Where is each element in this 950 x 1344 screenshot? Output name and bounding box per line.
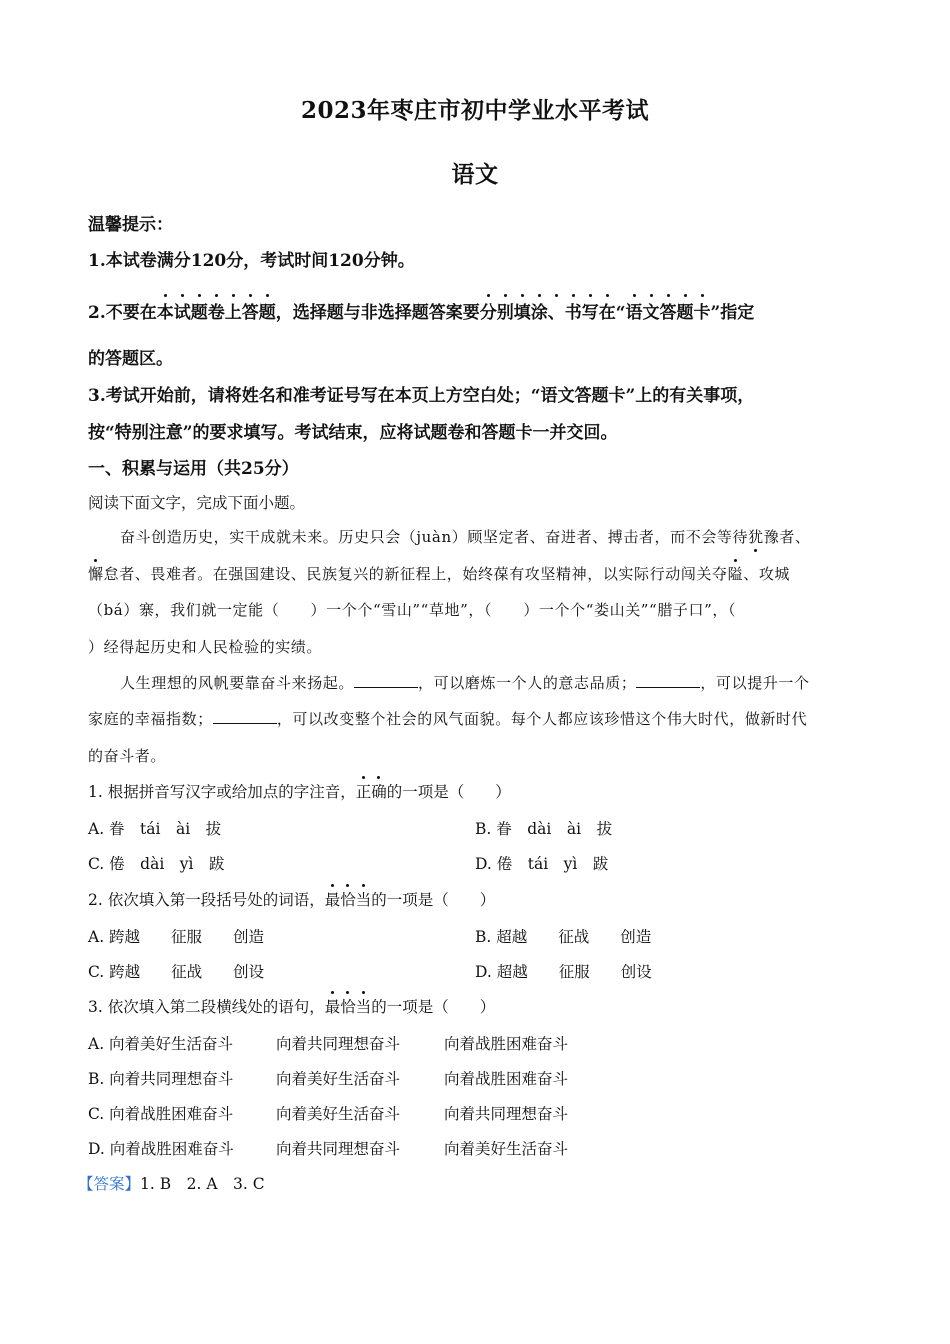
dotted-char: 最 (325, 888, 341, 910)
question-text: 2. 依次填入第一段括号处的词语， (88, 891, 325, 909)
passage-text: 家庭的幸福指数； (88, 710, 213, 728)
subject-title: 语文 (451, 161, 499, 188)
dotted-char: 在 (599, 298, 616, 323)
option-phrase: 向着美好生活奋斗 (276, 1105, 401, 1123)
dotted-char: 恰 (340, 995, 356, 1017)
q3-option-b (88, 1067, 568, 1089)
dotted-char: 卡 (694, 298, 711, 323)
dotted-char: 题 (677, 298, 694, 323)
notice-item-3-line-2: 按“特别注意”的要求填写。考试结束，应将试题卷和答题卡一并交回。 (88, 423, 618, 443)
dotted-char: 隘 (727, 565, 744, 583)
notice-item-1: 1.本试卷满分120分，考试时间120分钟。 (88, 251, 415, 271)
passage-text: ，可以磨炼一个人的意志品质； (418, 674, 637, 692)
notice-item-2 (88, 298, 754, 323)
passage-p2-line-1 (120, 672, 810, 693)
q1-option-d: D. 倦 tái yì 跋 (475, 855, 609, 873)
passage-p2-line-3: 的奋斗者。 (88, 747, 167, 765)
dotted-char: 写 (582, 298, 599, 323)
dotted-char: 题 (259, 298, 276, 323)
q2-option-c: C. 跨越 征战 创设 (88, 963, 265, 981)
option-phrase: 向着美好生活奋斗 (444, 1140, 569, 1158)
dotted-char: 别 (497, 298, 514, 323)
dotted-char: 正 (356, 780, 372, 802)
notice-item-2-pre: 2.不要在 (88, 303, 157, 323)
question-text: 1. 根据拼音写汉字或给加点的字注音， (88, 783, 356, 801)
notice-item-2-post: ”指定 (710, 303, 755, 323)
option-phrase: 向着共同理想奋斗 (444, 1105, 569, 1123)
notice-item-2-emphasis-2 (480, 303, 616, 323)
passage-text: ，可以提升一个 (700, 674, 810, 692)
passage-text: 奋斗创造历史，实干成就未来。历史只会（juàn）顾坚定者、奋进者、搏击者，而不会等待 (120, 528, 749, 546)
option-phrase: C. 向着战胜困难奋斗 (88, 1105, 234, 1123)
dotted-char: 、 (548, 298, 565, 323)
question-1-stem (88, 780, 511, 802)
option-phrase: 向着战胜困难奋斗 (444, 1070, 569, 1088)
q3-option-d (88, 1137, 568, 1159)
question-emphasis (356, 783, 387, 801)
question-3-stem (88, 995, 495, 1017)
dotted-char: 本 (157, 298, 174, 323)
question-emphasis (325, 891, 372, 909)
dotted-char: 书 (565, 298, 582, 323)
notice-item-2-line-2: 的答题区。 (88, 349, 173, 369)
question-2-stem (88, 888, 495, 910)
option-phrase: 向着共同理想奋斗 (276, 1035, 401, 1053)
dotted-char: 答 (660, 298, 677, 323)
q2-option-b: B. 超越 征战 创造 (475, 928, 652, 946)
notice-item-2-emphasis-1 (157, 303, 276, 323)
passage-p1-line-3: （bá）寨，我们就一定能（ ）一个个“雪山”“草地”，（ ）一个个“娄山关”“腊子口”，（ (88, 601, 737, 619)
dotted-char: 当 (356, 995, 372, 1017)
page-title: 2023年枣庄市初中学业水平考试 (300, 97, 649, 124)
notice-item-2-mid: ，选择题与非选择题答案要 (275, 303, 480, 323)
option-phrase: 向着美好生活奋斗 (276, 1070, 401, 1088)
q1-option-a: A. 眷 tái ài 拔 (88, 820, 222, 838)
notice-item-2-quote-open: “ (615, 303, 626, 323)
dotted-char: 确 (371, 780, 387, 802)
dotted-char: 最 (325, 995, 341, 1017)
dotted-char: 犹 (748, 528, 764, 546)
fill-blank-1 (354, 673, 418, 688)
q2-option-d: D. 超越 征服 创设 (475, 963, 652, 981)
dotted-char: 上 (225, 298, 242, 323)
question-emphasis (325, 998, 372, 1016)
option-phrase: 向着共同理想奋斗 (276, 1140, 401, 1158)
dotted-char: 当 (356, 888, 372, 910)
dotted-char: 文 (643, 298, 660, 323)
passage-text: 人生理想的风帆要靠奋斗来扬起。 (120, 674, 355, 692)
passage-text: 豫者、 (763, 528, 811, 546)
q1-option-c: C. 倦 dài yì 跋 (88, 855, 225, 873)
q1-option-b: B. 眷 dài ài 拔 (475, 820, 613, 838)
q3-option-c (88, 1102, 568, 1124)
notice-item-2-emphasis-3 (626, 303, 711, 323)
dotted-char: 题 (191, 298, 208, 323)
dotted-char: 填 (514, 298, 531, 323)
passage-text: 怠者、畏难者。在强国建设、民族复兴的新征程上，始终葆有攻坚精神，以实际行动闯关夺 (103, 565, 728, 583)
notice-heading: 温馨提示： (88, 215, 173, 235)
reading-instruction: 阅读下面文字，完成下面小题。 (88, 494, 306, 512)
passage-text: 、攻城 (743, 565, 791, 583)
passage-p2-line-2 (88, 708, 807, 729)
option-phrase: A. 向着美好生活奋斗 (88, 1035, 234, 1053)
dotted-char: 懈 (88, 565, 104, 583)
fill-blank-2 (636, 673, 700, 688)
answer-text: 1. B 2. A 3. C (140, 1175, 265, 1193)
dotted-char: 试 (174, 298, 191, 323)
dotted-char: 卷 (208, 298, 225, 323)
question-text: 的一项是（ ） (371, 998, 496, 1016)
dotted-char: 涂 (531, 298, 548, 323)
question-text: 的一项是（ ） (371, 891, 496, 909)
passage-p1-line-1 (120, 526, 811, 547)
option-phrase: D. 向着战胜困难奋斗 (88, 1140, 234, 1158)
question-text: 3. 依次填入第二段横线处的语句， (88, 998, 325, 1016)
option-phrase: 向着战胜困难奋斗 (444, 1035, 569, 1053)
answer-tag: 【答案】 (78, 1175, 141, 1193)
passage-p1-line-2 (88, 563, 790, 584)
answer-line (78, 1172, 265, 1194)
fill-blank-3 (213, 709, 277, 724)
option-phrase: B. 向着共同理想奋斗 (88, 1070, 234, 1088)
dotted-char: 语 (626, 298, 643, 323)
q3-option-a (88, 1032, 568, 1054)
question-text: 的一项是（ ） (386, 783, 511, 801)
dotted-char: 恰 (340, 888, 356, 910)
dotted-char: 分 (480, 298, 497, 323)
dotted-char: 答 (242, 298, 259, 323)
q2-option-a: A. 跨越 征服 创造 (88, 928, 265, 946)
section-heading: 一、积累与运用（共25分） (88, 459, 299, 479)
passage-p1-line-4: ）经得起历史和人民检验的实绩。 (88, 638, 323, 656)
passage-text: ，可以改变整个社会的风气面貌。每个人都应该珍惜这个伟大时代，做新时代 (276, 710, 808, 728)
notice-item-3-line-1: 3.考试开始前，请将姓名和准考证号写在本页上方空白处；“语文答题卡”上的有关事项， (88, 386, 755, 406)
